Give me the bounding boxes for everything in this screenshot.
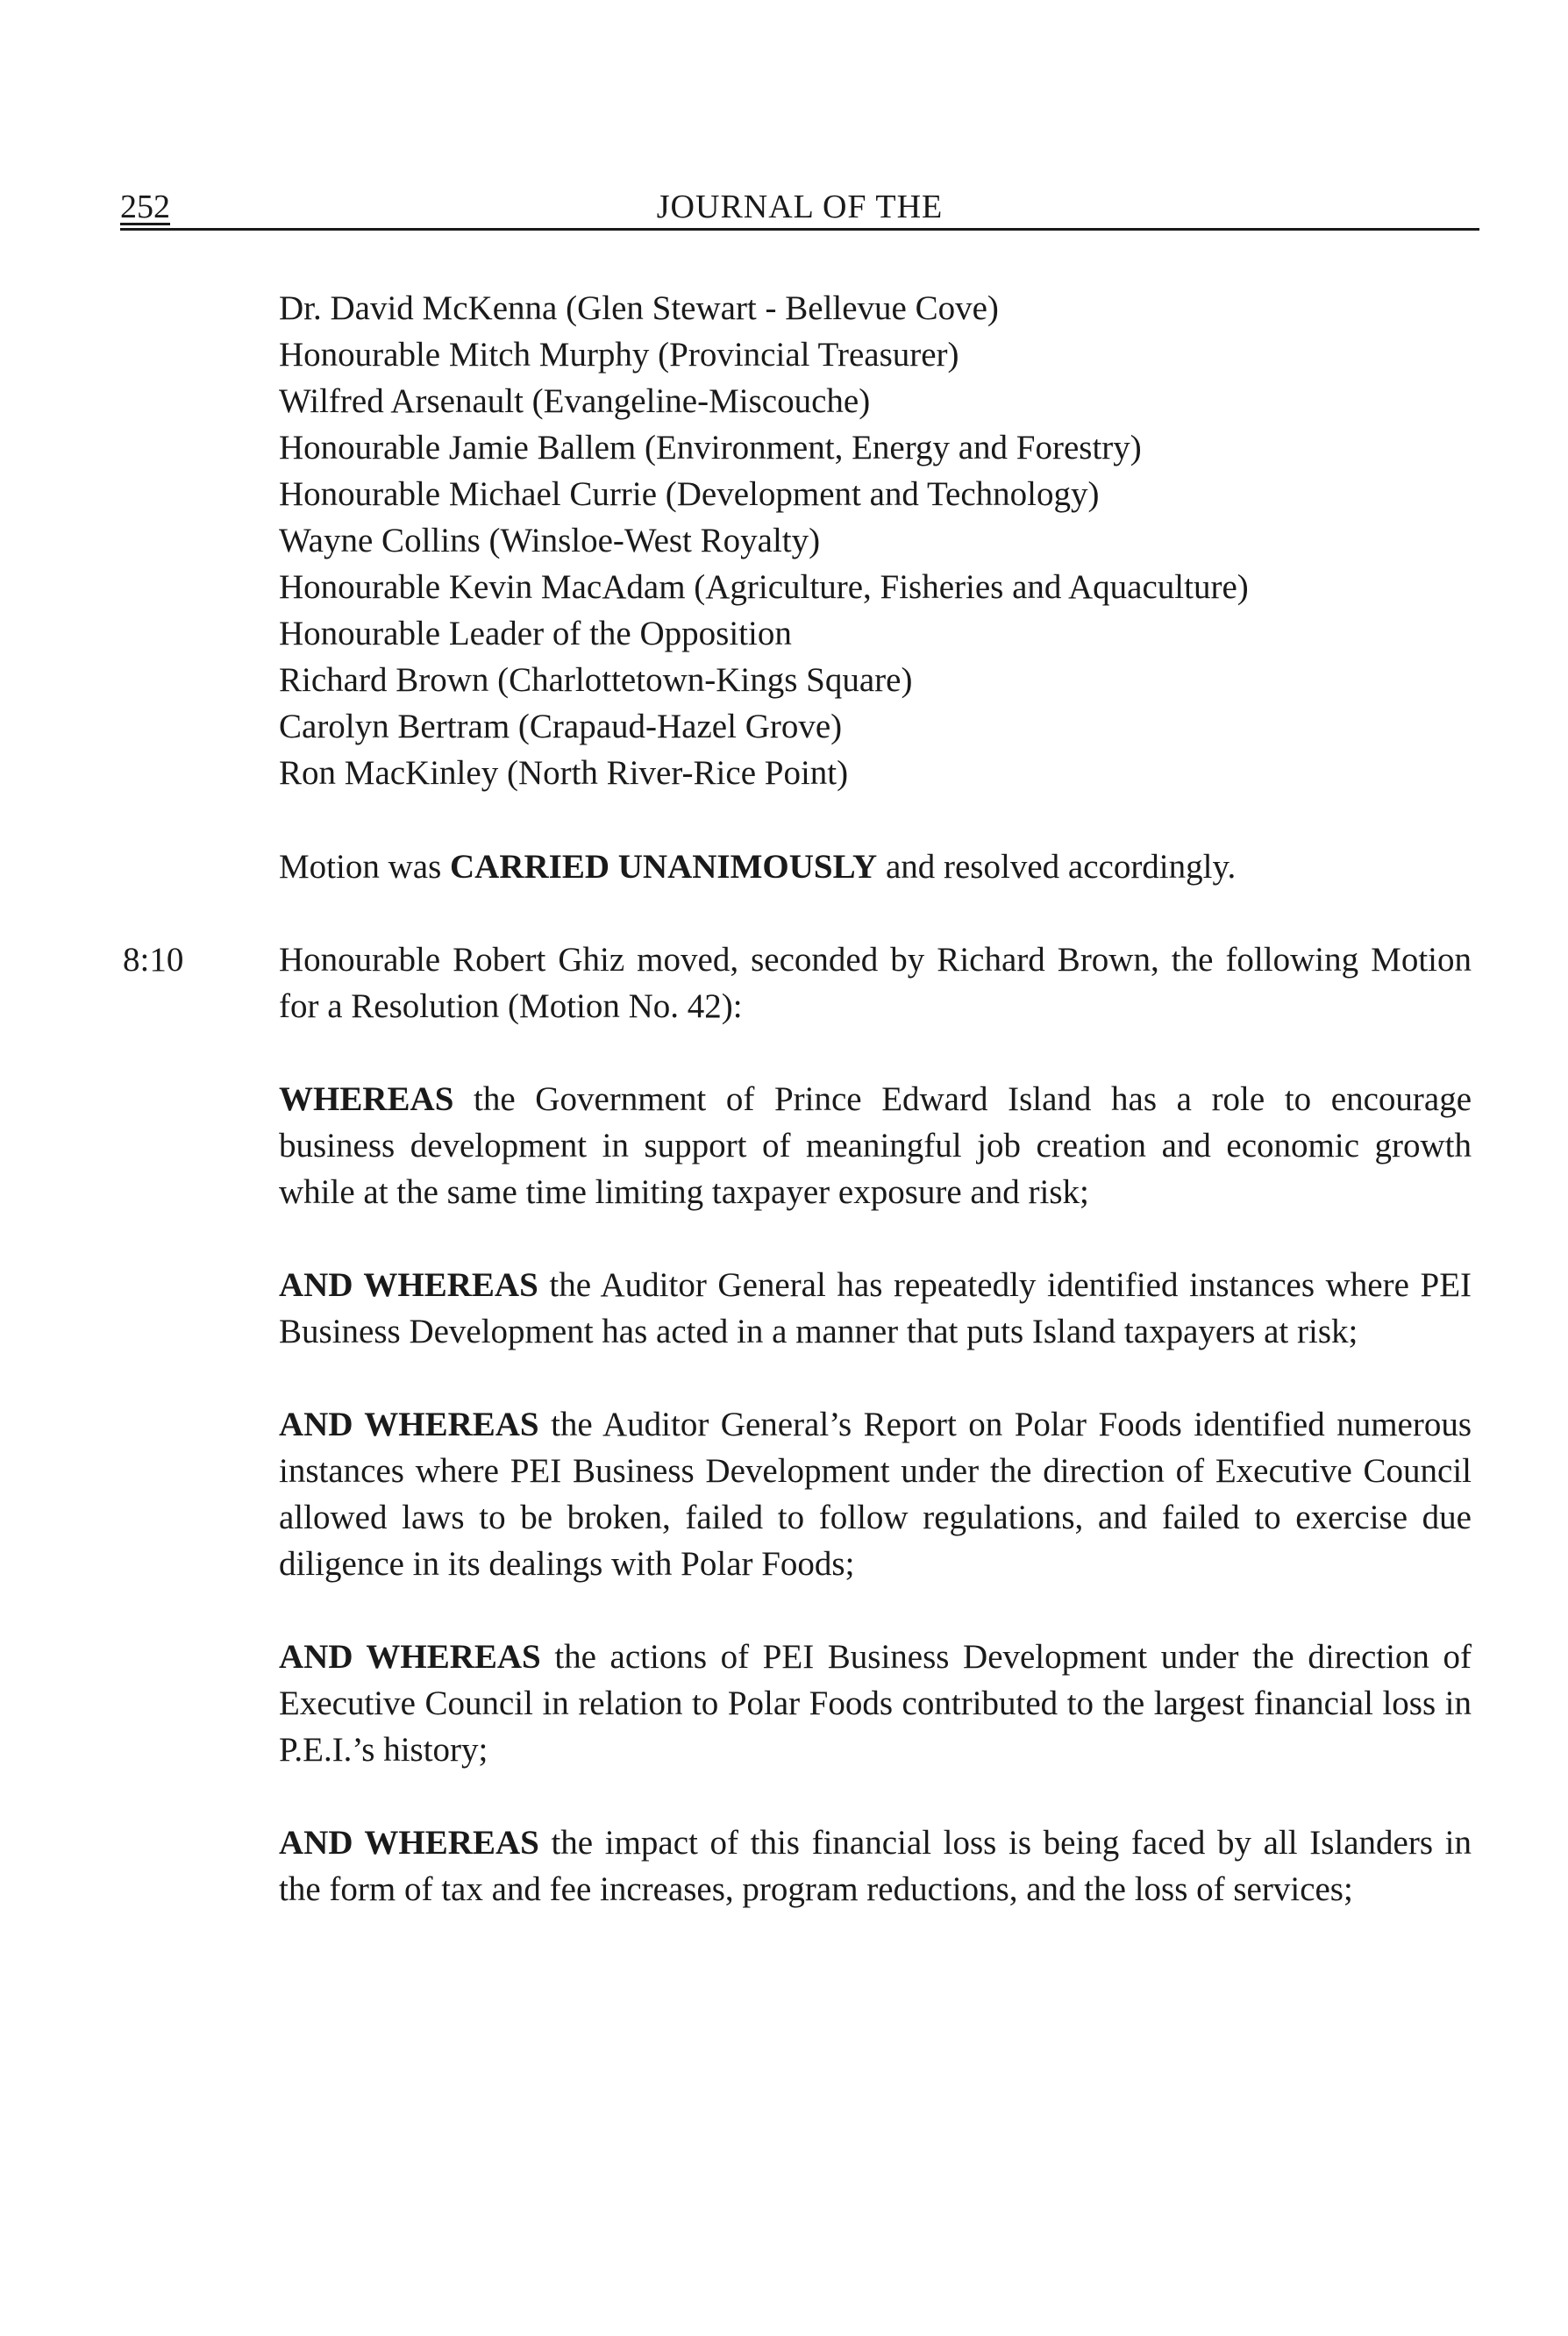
member-name: Honourable Kevin MacAdam (Agriculture, Fisheries and Aquaculture) <box>279 568 1249 606</box>
whereas-lead: AND WHEREAS <box>279 1266 538 1304</box>
member-list <box>279 285 1472 796</box>
motion-result-prefix: Motion was <box>279 848 450 886</box>
page-number: 252 <box>120 189 170 225</box>
whereas-clause <box>279 1820 1472 1912</box>
whereas-clause <box>279 1262 1472 1355</box>
motion-result-suffix: and resolved accordingly. <box>877 848 1237 886</box>
member-name: Honourable Leader of the Opposition <box>279 615 792 652</box>
whereas-lead: WHEREAS <box>279 1080 454 1118</box>
running-title: JOURNAL OF THE <box>656 189 944 225</box>
member-name: Richard Brown (Charlottetown-Kings Square) <box>279 661 913 699</box>
page-header <box>120 186 1479 231</box>
item-number: 8:10 <box>123 941 184 979</box>
motion-result <box>279 844 1472 890</box>
whereas-clause <box>279 1076 1472 1215</box>
whereas-text: the Auditor General has repeatedly identified instances where PEI Business Development has acted in a manner that puts Island taxpayers at risk; <box>279 1266 1472 1350</box>
whereas-text: the impact of this financial loss is being faced by all Islanders in the form of tax and fee increases, program reductions, and the loss of services; <box>279 1824 1472 1908</box>
whereas-clause <box>279 1634 1472 1773</box>
member-name: Honourable Jamie Ballem (Environment, Energy and Forestry) <box>279 429 1142 466</box>
member-name: Wilfred Arsenault (Evangeline-Miscouche) <box>279 382 871 420</box>
member-name: Wayne Collins (Winsloe-West Royalty) <box>279 522 821 559</box>
member-name: Dr. David McKenna (Glen Stewart - Bellevue Cove) <box>279 289 999 327</box>
item-text: Honourable Robert Ghiz moved, seconded by Richard Brown, the following Motion for a Resolution (Motion No. 42): <box>279 941 1472 1025</box>
whereas-lead: AND WHEREAS <box>279 1406 539 1443</box>
whereas-clause <box>279 1401 1472 1587</box>
member-name: Carolyn Bertram (Crapaud-Hazel Grove) <box>279 708 843 745</box>
journal-content <box>123 285 1472 1912</box>
whereas-text: the Government of Prince Edward Island has a role to encourage business development in support of meaningful job creation and economic growth while at the same time limiting taxpayer exposure and risk; <box>279 1080 1472 1211</box>
whereas-text: the actions of PEI Business Development under the direction of Executive Council in relation to Polar Foods contributed to the largest financial loss in P.E.I.’s history; <box>279 1638 1472 1769</box>
whereas-text: the Auditor General’s Report on Polar Foods identified numerous instances where PEI Business Development under the direction of Executive Council allowed laws to be broken, failed to follow regulations, and failed to exercise due diligence in its dealings with Polar Foods; <box>279 1406 1472 1583</box>
member-name: Honourable Mitch Murphy (Provincial Treasurer) <box>279 336 959 374</box>
motion-result-outcome: CARRIED UNANIMOUSLY <box>450 848 878 886</box>
journal-item <box>123 937 1472 1029</box>
whereas-lead: AND WHEREAS <box>279 1638 541 1676</box>
member-name: Ron MacKinley (North River-Rice Point) <box>279 754 849 792</box>
whereas-lead: AND WHEREAS <box>279 1824 539 1862</box>
member-name: Honourable Michael Currie (Development and Technology) <box>279 475 1100 513</box>
